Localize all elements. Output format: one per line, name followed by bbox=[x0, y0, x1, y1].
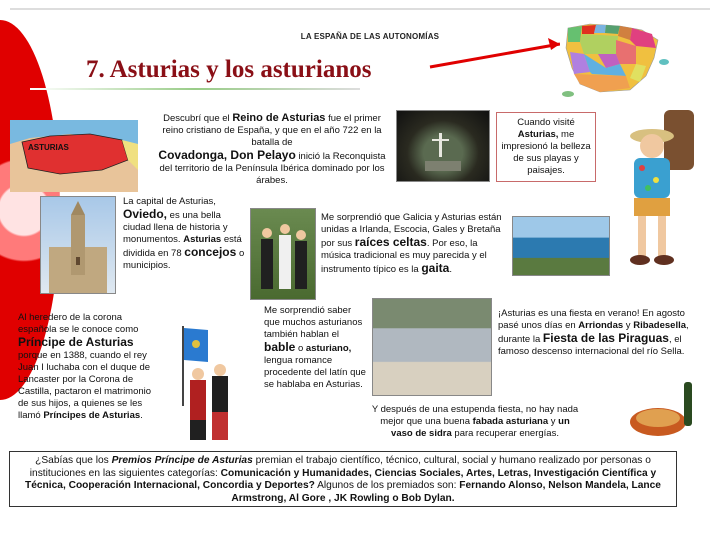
bable-text bbox=[264, 305, 368, 391]
section5-post: lengua romance procedente del latín que se hablaba en Asturias. bbox=[264, 355, 366, 390]
premios-info-box bbox=[9, 451, 677, 507]
covadonga-cave-photo bbox=[396, 110, 490, 182]
folk-costume-photo bbox=[168, 322, 246, 446]
section2-after-city: es una bella ciudad llena de historia y monumentos. bbox=[123, 210, 228, 245]
raices-celtas-highlight: raíces celtas bbox=[354, 235, 427, 249]
covadonga-highlight: Covadonga, Don Pelayo bbox=[158, 148, 296, 162]
gaita-players-photo bbox=[250, 208, 316, 300]
principe-highlight: Príncipe de Asturias bbox=[18, 335, 134, 349]
section2-post: o municipios. bbox=[123, 248, 245, 271]
section2-pre: La capital de Asturias, bbox=[123, 196, 216, 207]
fabada-sidra-text bbox=[370, 404, 580, 440]
section3-post: . bbox=[449, 264, 452, 275]
section7-post: para recuperar energías. bbox=[451, 428, 559, 439]
beach-photo bbox=[512, 216, 610, 276]
ribadesella-bold: Ribadesella bbox=[633, 320, 687, 331]
winners-bold: Fernando Alonso, Nelson Mandela, Lance Armstrong, Al Gore , JK Rowling o Bob Dylan. bbox=[231, 480, 661, 504]
fiesta-piraguas-photo bbox=[372, 298, 492, 396]
oviedo-highlight: Oviedo, bbox=[123, 207, 168, 221]
premios-italic: Premios Príncipe de Asturias bbox=[111, 455, 253, 466]
section6-mid1: y bbox=[623, 320, 634, 331]
reino-asturias-text bbox=[152, 112, 392, 187]
section7-pre: Y después de una estupenda fiesta, no hay nada mejor que una buena bbox=[371, 404, 579, 427]
section1-mid: fue el primer reino cristiano de España, y que en el año 722 en la batalla de bbox=[162, 113, 382, 148]
section2-bold: Asturias bbox=[183, 234, 222, 245]
oviedo-cathedral-photo bbox=[40, 196, 116, 294]
fiesta-piraguas-text bbox=[498, 308, 694, 358]
section2-mid: está dividida en 78 bbox=[123, 234, 242, 259]
top-divider bbox=[10, 8, 710, 10]
asturias-map-label: ASTURIAS bbox=[28, 143, 69, 152]
section7-mid: y bbox=[548, 416, 559, 427]
raices-celtas-text bbox=[321, 212, 507, 276]
asturiano-bold: asturiano, bbox=[305, 343, 352, 354]
gaita-highlight: gaita bbox=[421, 261, 450, 275]
concejos-highlight: concejos bbox=[184, 245, 237, 259]
section6-pre: ¡Asturias es una fiesta en verano! En agosto pasé unos días en bbox=[498, 308, 685, 331]
section5-pre: Me sorprendió saber que muchos asturianos también hablan el bbox=[264, 305, 363, 340]
quote-bold: Asturias, bbox=[517, 129, 559, 140]
section3-mid: . Por eso, la música tradicional es muy parecida y el instrumento típico es la bbox=[321, 238, 487, 275]
asturias-map bbox=[10, 120, 138, 192]
bable-highlight: bable bbox=[264, 340, 296, 354]
section4-post: . bbox=[140, 410, 143, 421]
section5-mid: o bbox=[295, 343, 306, 354]
fabada-sidra-photo bbox=[628, 376, 700, 442]
spain-map bbox=[560, 18, 672, 100]
principe-asturias-text bbox=[18, 312, 158, 422]
footer-text1: premian el trabajo científico, técnico, cultural, social y humano realizado por personas o instituciones en las siguientes categorías: bbox=[29, 455, 651, 479]
oviedo-text bbox=[123, 196, 245, 272]
quote-pre: Cuando visité bbox=[517, 117, 575, 128]
section6-post: , el famoso descenso internacional del río Sella. bbox=[498, 334, 685, 357]
section4-pre: Al heredero de la corona española se le conoce como bbox=[18, 312, 139, 335]
section1-pre: Descubrí que el bbox=[163, 113, 233, 124]
section4-bold: Príncipes de Asturias bbox=[43, 410, 141, 421]
fabada-bold: fabada asturiana bbox=[472, 416, 549, 427]
section4-mid: porque en 1388, cuando el rey Juan I luchaba con el duque de Lancaster por la Corona de Castilla, pactaron el matrimonio de sus hijos, a quienes se les llamó bbox=[18, 350, 152, 421]
tourist-cartoon-image bbox=[604, 100, 708, 270]
section3-pre: Me sorprendió que Galicia y Asturias están unidas a Irlanda, Escocia, Gales y Bretaña por sus bbox=[321, 212, 502, 249]
arriondas-bold: Arriondas bbox=[578, 320, 624, 331]
reino-asturias-highlight: Reino de Asturias bbox=[232, 112, 326, 124]
quote-post: me impresionó la belleza de sus playas y paisajes. bbox=[501, 129, 591, 176]
quote-box bbox=[496, 112, 596, 182]
title-underline bbox=[30, 88, 360, 90]
piraguas-highlight: Fiesta de las Piraguas bbox=[542, 331, 669, 345]
categories-bold: Comunicación y Humanidades, Ciencias Sociales, Artes, Letras, Investigación Científica y Técnica, Cooperación Internacional, Concordia y Deportes? bbox=[25, 467, 657, 491]
section6-mid2: , durante la bbox=[498, 320, 689, 345]
sidra-bold: un vaso de sidra bbox=[391, 416, 570, 439]
footer-pre: ¿Sabías que los bbox=[35, 455, 112, 466]
footer-text2: Algunos de los premiados son: bbox=[314, 480, 460, 491]
page-supertitle: LA ESPAÑA DE LAS AUTONOMÍAS bbox=[300, 32, 440, 41]
section1-post: inició la Reconquista del territorio de la Península Ibérica dominado por los árabes. bbox=[159, 151, 386, 186]
page-title: 7. Asturias y los asturianos bbox=[86, 56, 372, 83]
